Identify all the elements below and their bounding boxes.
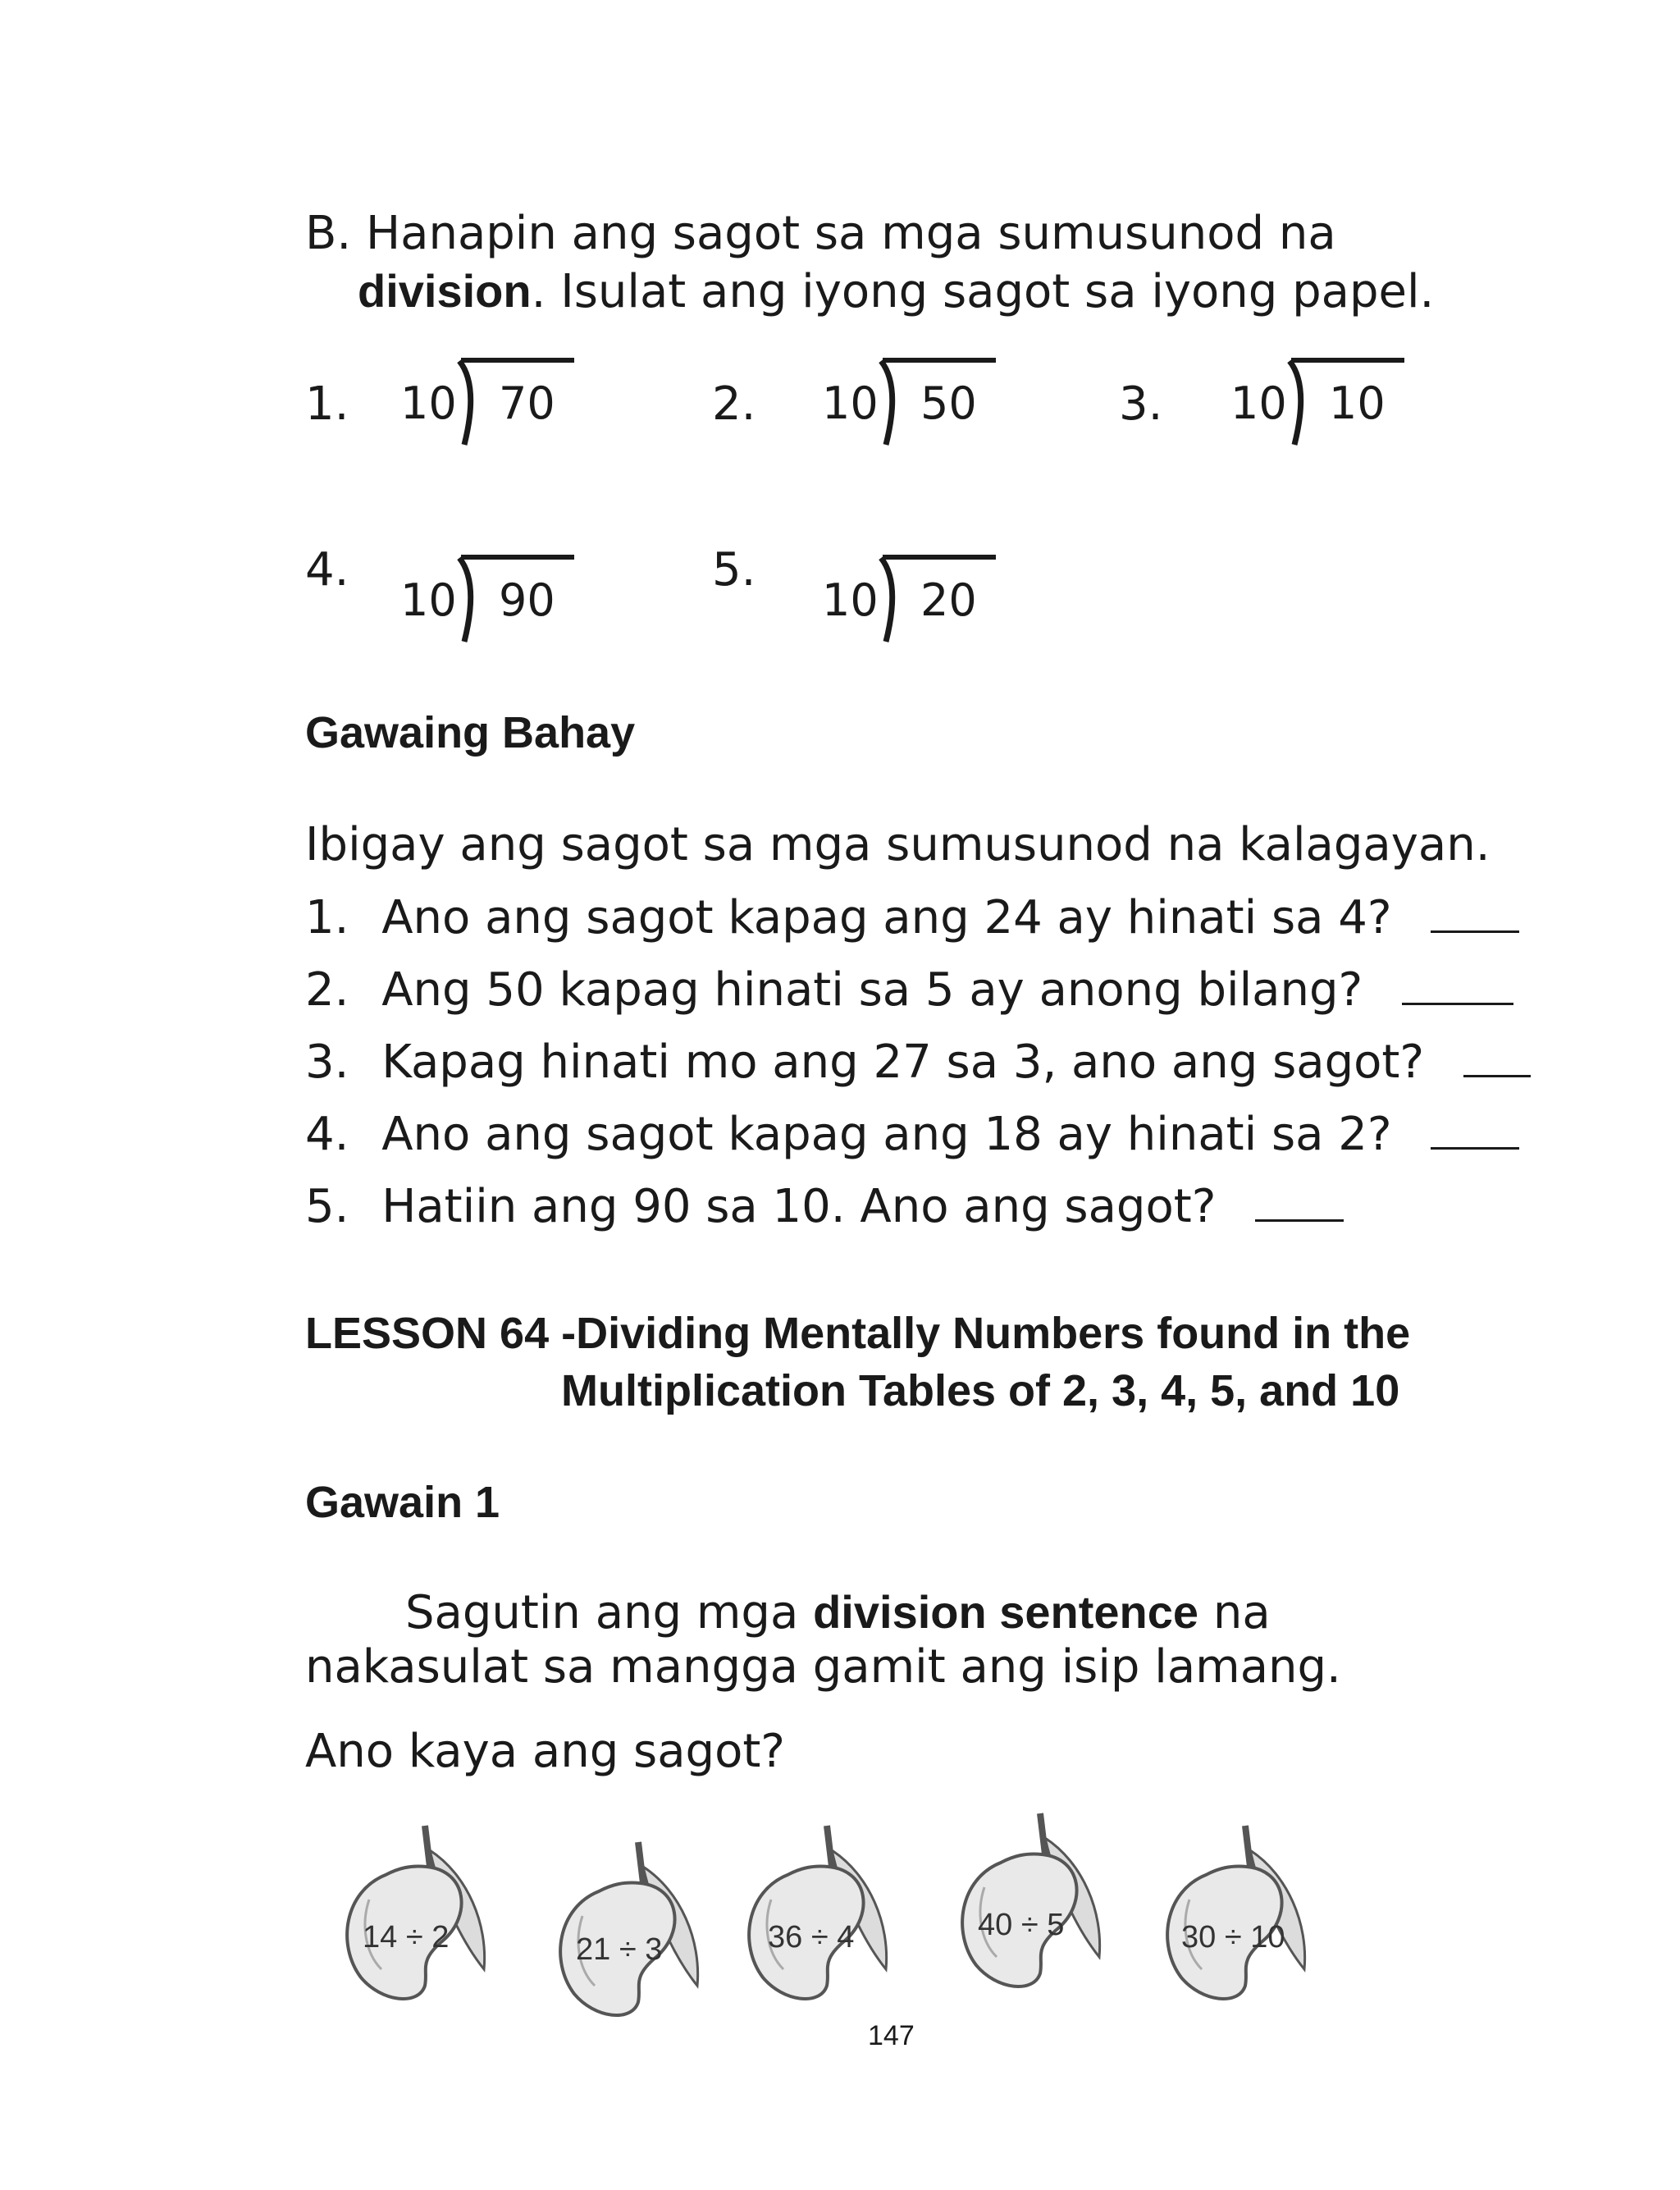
mango-image (1148, 1801, 1329, 2023)
mango-icon (1148, 1801, 1329, 2023)
homework-item-2 (305, 962, 1513, 1019)
mango-image (730, 1801, 911, 2023)
mango-label: 14 ÷ 2 (363, 1920, 450, 1955)
part-b-instruction-line2 (358, 263, 1434, 321)
gawaing-bahay-heading: Gawaing Bahay (305, 708, 636, 757)
mango-image (943, 1789, 1124, 2010)
item-text: Kapag hinati mo ang 27 sa 3, ano ang sagot? (381, 1036, 1425, 1089)
answer-blank[interactable] (1402, 962, 1513, 1005)
mango-label: 40 ÷ 5 (978, 1908, 1065, 1942)
long-division-1 (400, 353, 581, 451)
item-number: 5. (305, 1180, 349, 1233)
item-text: Hatiin ang 90 sa 10. Ano ang sagot? (381, 1180, 1217, 1233)
problem-1-number: 1. (305, 377, 349, 431)
gawaing-bahay-intro: Ibigay ang sagot sa mga sumusunod na kalagayan. (305, 818, 1491, 871)
instruction-post: na (1198, 1586, 1271, 1639)
item-text: Ano ang sagot kapag ang 24 ay hinati sa 4? (381, 891, 1392, 944)
answer-blank[interactable] (1431, 1106, 1519, 1150)
long-division-2 (822, 353, 1002, 451)
homework-item-4 (305, 1106, 1519, 1164)
gawain-1-question: Ano kaya ang sagot? (305, 1725, 786, 1778)
lesson-title-line2: Multiplication Tables of 2, 3, 4, 5, and 10 (561, 1366, 1400, 1415)
problem-3-number: 3. (1119, 377, 1163, 431)
lesson-title-line1: LESSON 64 -Dividing Mentally Numbers found in the (305, 1309, 1411, 1358)
homework-item-3 (305, 1034, 1531, 1091)
instruction-bold: division sentence (813, 1586, 1199, 1638)
answer-blank[interactable] (1255, 1178, 1344, 1222)
item-text: Ang 50 kapag hinati sa 5 ay anong bilang? (381, 963, 1363, 1017)
answer-blank[interactable] (1431, 889, 1519, 933)
answer-blank[interactable] (1463, 1034, 1531, 1077)
divisor: 10 (400, 377, 457, 429)
mango-label: 30 ÷ 10 (1181, 1920, 1285, 1955)
dividend: 90 (499, 574, 555, 626)
item-number: 3. (305, 1036, 349, 1089)
item-number: 1. (305, 891, 349, 944)
part-b-instruction-line1: B. Hanapin ang sagot sa mga sumusunod na (305, 207, 1336, 260)
item-number: 4. (305, 1108, 349, 1161)
mango-label: 21 ÷ 3 (576, 1932, 663, 1967)
item-text: Ano ang sagot kapag ang 18 ay hinati sa 2? (381, 1108, 1392, 1161)
divisor: 10 (822, 377, 879, 429)
mango-image (328, 1801, 509, 2023)
divisor: 10 (400, 574, 457, 626)
dividend: 10 (1329, 377, 1386, 429)
mango-label: 36 ÷ 4 (768, 1920, 855, 1955)
mango-image (541, 1817, 722, 2039)
division-keyword: division (358, 265, 532, 317)
long-division-5 (822, 550, 1002, 648)
dividend: 20 (920, 574, 977, 626)
gawain-1-instruction-line2: nakasulat sa mangga gamit ang isip lamang. (305, 1640, 1341, 1694)
problem-5-number: 5. (712, 543, 756, 597)
gawain-1-heading: Gawain 1 (305, 1478, 500, 1527)
page-number: 147 (868, 2020, 915, 2051)
dividend: 50 (920, 377, 977, 429)
mango-icon (730, 1801, 911, 2023)
dividend: 70 (499, 377, 555, 429)
mango-icon (943, 1789, 1124, 2010)
mango-icon (328, 1801, 509, 2023)
gawain-1-instruction-line1 (405, 1584, 1271, 1642)
long-division-3 (1230, 353, 1411, 451)
homework-item-5 (305, 1178, 1344, 1236)
problem-4-number: 4. (305, 543, 349, 597)
long-division-4 (400, 550, 581, 648)
divisor: 10 (822, 574, 879, 626)
problem-2-number: 2. (712, 377, 756, 431)
instruction-pre: Sagutin ang mga (405, 1586, 814, 1639)
part-b-instruction-rest: . Isulat ang iyong sagot sa iyong papel. (531, 265, 1435, 318)
divisor: 10 (1230, 377, 1287, 429)
mango-icon (541, 1817, 722, 2039)
item-number: 2. (305, 963, 349, 1017)
homework-item-1 (305, 889, 1519, 947)
